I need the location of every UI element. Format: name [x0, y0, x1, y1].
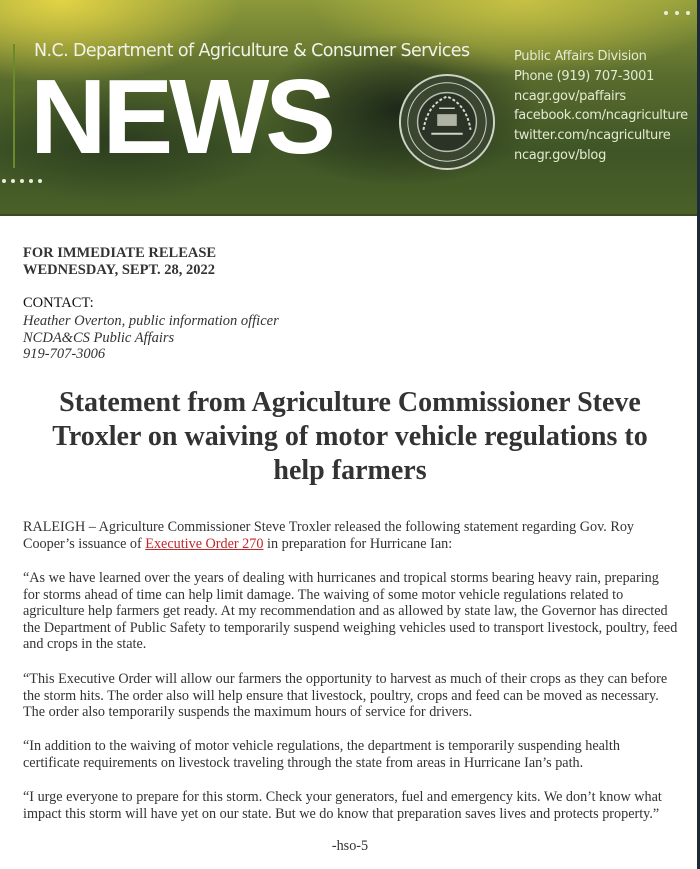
news-banner	[0, 0, 697, 216]
dots-decoration-icon	[2, 179, 42, 183]
contact-label: CONTACT:	[23, 295, 94, 311]
masthead-title: NEWS	[30, 58, 332, 176]
contact-name: Heather Overton, public information officer	[23, 313, 279, 329]
banner-contact-list	[514, 47, 688, 166]
department-name: N.C. Department of Agriculture & Consumer Services	[34, 41, 470, 61]
contact-info	[23, 313, 279, 363]
banner-accent-line	[13, 44, 15, 168]
body-paragraph: “As we have learned over the years of dealing with hurricanes and tropical storms bearing heavy rain, preparing for storms ahead of time can help limit damage. The waiving of some motor vehicle regulations related to agriculture help farmers get ready. At my recommendation and as allowed by state law, the Governor has directed the Department of Public Safety to temporarily suspend weighing vehicles used to transport livestock, poultry, feed and crops in the state.	[23, 570, 678, 653]
contact-phone: Phone (919) 707-3001	[514, 68, 655, 84]
intro-text-end: in preparation for Hurricane Ian:	[263, 535, 453, 552]
executive-order-link[interactable]: Executive Order 270	[145, 535, 264, 552]
contact-blog: ncagr.gov/blog	[514, 147, 607, 163]
intro-paragraph	[23, 519, 678, 552]
contact-org: NCDA&CS Public Affairs	[23, 329, 175, 346]
contact-phone-number: 919-707-3006	[23, 346, 106, 362]
contact-division: Public Affairs Division	[514, 49, 647, 64]
signoff: -hso-5	[331, 838, 369, 854]
release-type: FOR IMMEDIATE RELEASE	[23, 245, 217, 261]
contact-website: ncagr.gov/paffairs	[514, 88, 626, 104]
release-info	[23, 245, 216, 279]
body-paragraph: “This Executive Order will allow our farmers the opportunity to harvest as much of their crops as they can before the storm hits. The order also will help ensure that livestock, poultry, crops and feed can be moved as necessary. The order also temporarily suspends the maximum hours of service for drivers.	[23, 671, 668, 721]
body-paragraph: “I urge everyone to prepare for this storm. Check your generators, fuel and emergency kits. We don’t know what impact this storm will have yet on our state. But we do know that preparation saves lives and protects property.”	[23, 789, 662, 822]
dots-decoration-icon	[664, 11, 690, 15]
contact-twitter: twitter.com/ncagriculture	[514, 128, 671, 144]
page-title: Statement from Agriculture Commissioner Steve Troxler on waiving of motor vehicle regulations to help farmers	[52, 387, 648, 486]
ncda-seal-icon	[398, 73, 496, 171]
intro-text: RALEIGH – Agriculture Commissioner Steve Troxler released the following statement regarding Gov. Roy Cooper’s issuance of	[23, 519, 635, 552]
body-paragraph: “In addition to the waiving of motor vehicle regulations, the department is temporarily suspending health certificate requirements on livestock traveling through the state from areas in Hurricane Ian’s path.	[23, 738, 620, 771]
release-date: WEDNESDAY, SEPT. 28, 2022	[23, 262, 216, 278]
contact-facebook: facebook.com/ncagriculture	[514, 108, 688, 124]
